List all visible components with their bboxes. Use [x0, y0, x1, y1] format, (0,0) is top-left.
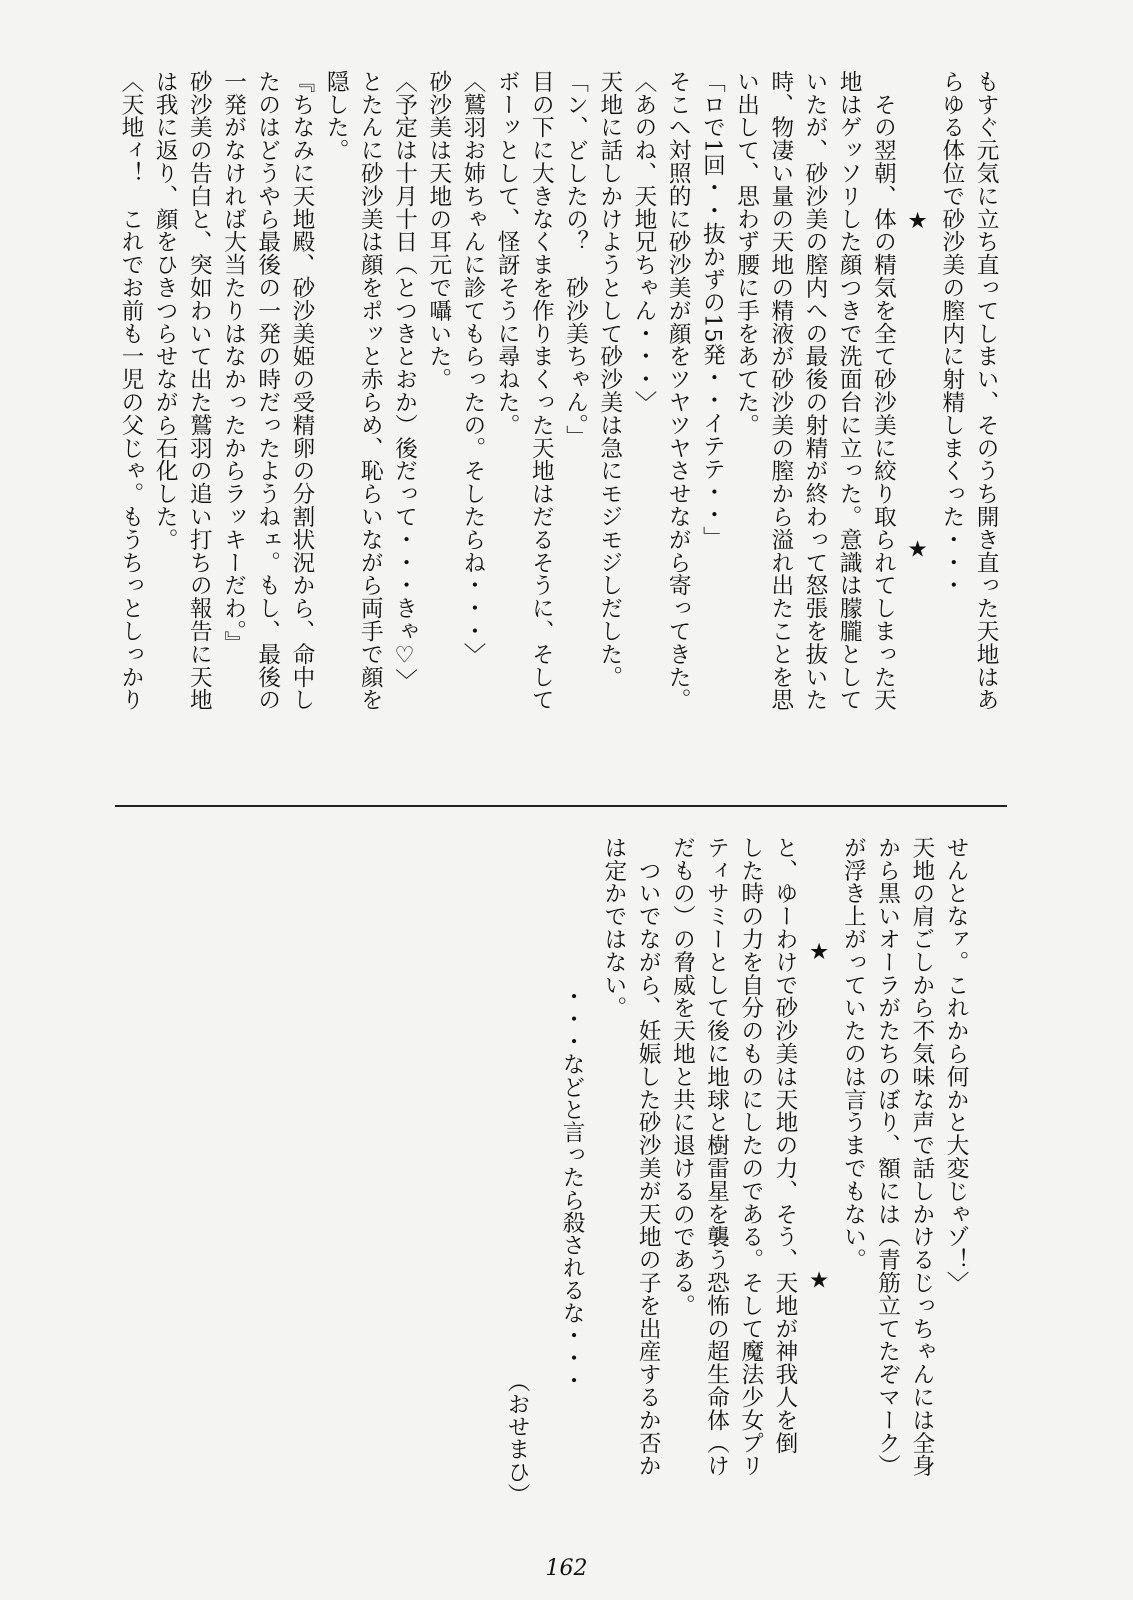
text-column: と、ゆーわけで砂沙美は天地の力、そう、天地が神我人を倒 [771, 836, 798, 1455]
text-column: その翌朝、体の精気を全て砂沙美に絞り取られてしまった天 [870, 70, 897, 712]
text-column: 地はゲッソリした顔つきで洗面台に立った。意識は朦朧として [836, 70, 863, 712]
text-column: 〈あのね、天地兄ちゃん・・・〉 [630, 70, 657, 414]
upper-text-block [117, 70, 1003, 780]
section-divider-line [115, 805, 1007, 807]
text-column: 『ちなみに天地殿、砂沙美姫の受精卵の分割状況から、命中し [288, 70, 315, 712]
page-number: 162 [545, 1556, 588, 1581]
text-column: もすぐ元気に立ち直ってしまい、そのうち開き直った天地はあ [973, 70, 999, 712]
text-column: 天地の肩ごしから不気味な声で話しかけるじっちゃんには全身 [908, 836, 935, 1478]
text-column: から黒いオーラがたちのぼり、額には（青筋立てたぞマーク） [874, 836, 901, 1478]
text-column: 「ロで1回・・抜かずの15発・・イテテ・・」 [699, 70, 726, 550]
text-column: らゆる体位で砂沙美の膣内に射精しまくった・・・ [938, 70, 965, 597]
text-column: いたが、砂沙美の膣内への最後の射精が終わって怒張を抜いた [801, 70, 828, 712]
text-column: 「ン、どしたの？ 砂沙美ちゃん。」 [562, 70, 589, 448]
text-column: 砂沙美の告白と、突如わいて出た鷲羽の追い打ちの報告に天地 [186, 70, 213, 712]
text-column: した時の力を自分のものにしたのである。そして魔法少女プリ [737, 836, 764, 1478]
text-column: せんとなァ。これから何かと大変じゃゾ！〉 [943, 836, 969, 1294]
text-column: が浮き上がっていたのは言うまでもない。 [840, 836, 867, 1272]
text-column: 〈予定は十月十日（とつきとおか）後だって・・・きゃ♡〉 [391, 70, 418, 692]
text-column: だもの）の脅威を天地と共に退けるのである。 [669, 836, 696, 1317]
text-column: そこへ対照的に砂沙美が顔をツヤツヤさせながら寄ってきた。 [665, 70, 692, 712]
aside-remark: ・・・などと言ったら殺されるな・・・ [559, 985, 585, 1392]
text-column: ティサミーとして後に地球と樹雷星を襲う恐怖の超生命体（け [703, 836, 730, 1478]
text-column: ボーッとして、怪訝そうに尋ねた。 [494, 70, 521, 437]
text-column: たのはどうやら最後の一発の時だったようねェ。もし、最後の [254, 70, 281, 712]
author-signature: （おせまひ） [504, 1370, 530, 1506]
text-column: 目の下に大きなくまを作りまくった天地はだるそうに、そして [528, 70, 555, 712]
text-column: 〈鷲羽お姉ちゃんに診てもらったの。そしたらね・・・〉 [459, 70, 486, 666]
text-column: は我に返り、顔をひきつらせながら石化した。 [152, 70, 179, 551]
text-column: とたんに砂沙美は顔をポッと赤らめ、恥らいながら両手で顔を [357, 70, 384, 712]
text-column: 天地に話しかけようとして砂沙美は急にモジモジしだした。 [596, 70, 623, 689]
text-column: 砂沙美は天地の耳元で囁いた。 [425, 70, 452, 391]
text-column: い出して、思わず腰に手をあてた。 [733, 70, 760, 437]
lower-text-block [600, 836, 973, 1478]
text-column: は定かではない。 [600, 836, 627, 1020]
text-column: 時、物凄い量の天地の精液が砂沙美の膣から溢れ出たことを思 [767, 70, 794, 712]
section-divider-stars: ★ ★ [904, 207, 931, 703]
text-column: 隠した。 [323, 70, 350, 162]
text-column: 一発がなければ大当たりはなかったからラッキーだわ。』 [220, 70, 247, 655]
text-column: 〈天地ィ！ これでお前も一児の父じゃ。もうちっとしっかり [117, 70, 144, 712]
text-column: ついでながら、妊娠した砂沙美が天地の子を出産するか否か [635, 836, 662, 1478]
section-divider-stars: ★ ★ [806, 938, 833, 1434]
